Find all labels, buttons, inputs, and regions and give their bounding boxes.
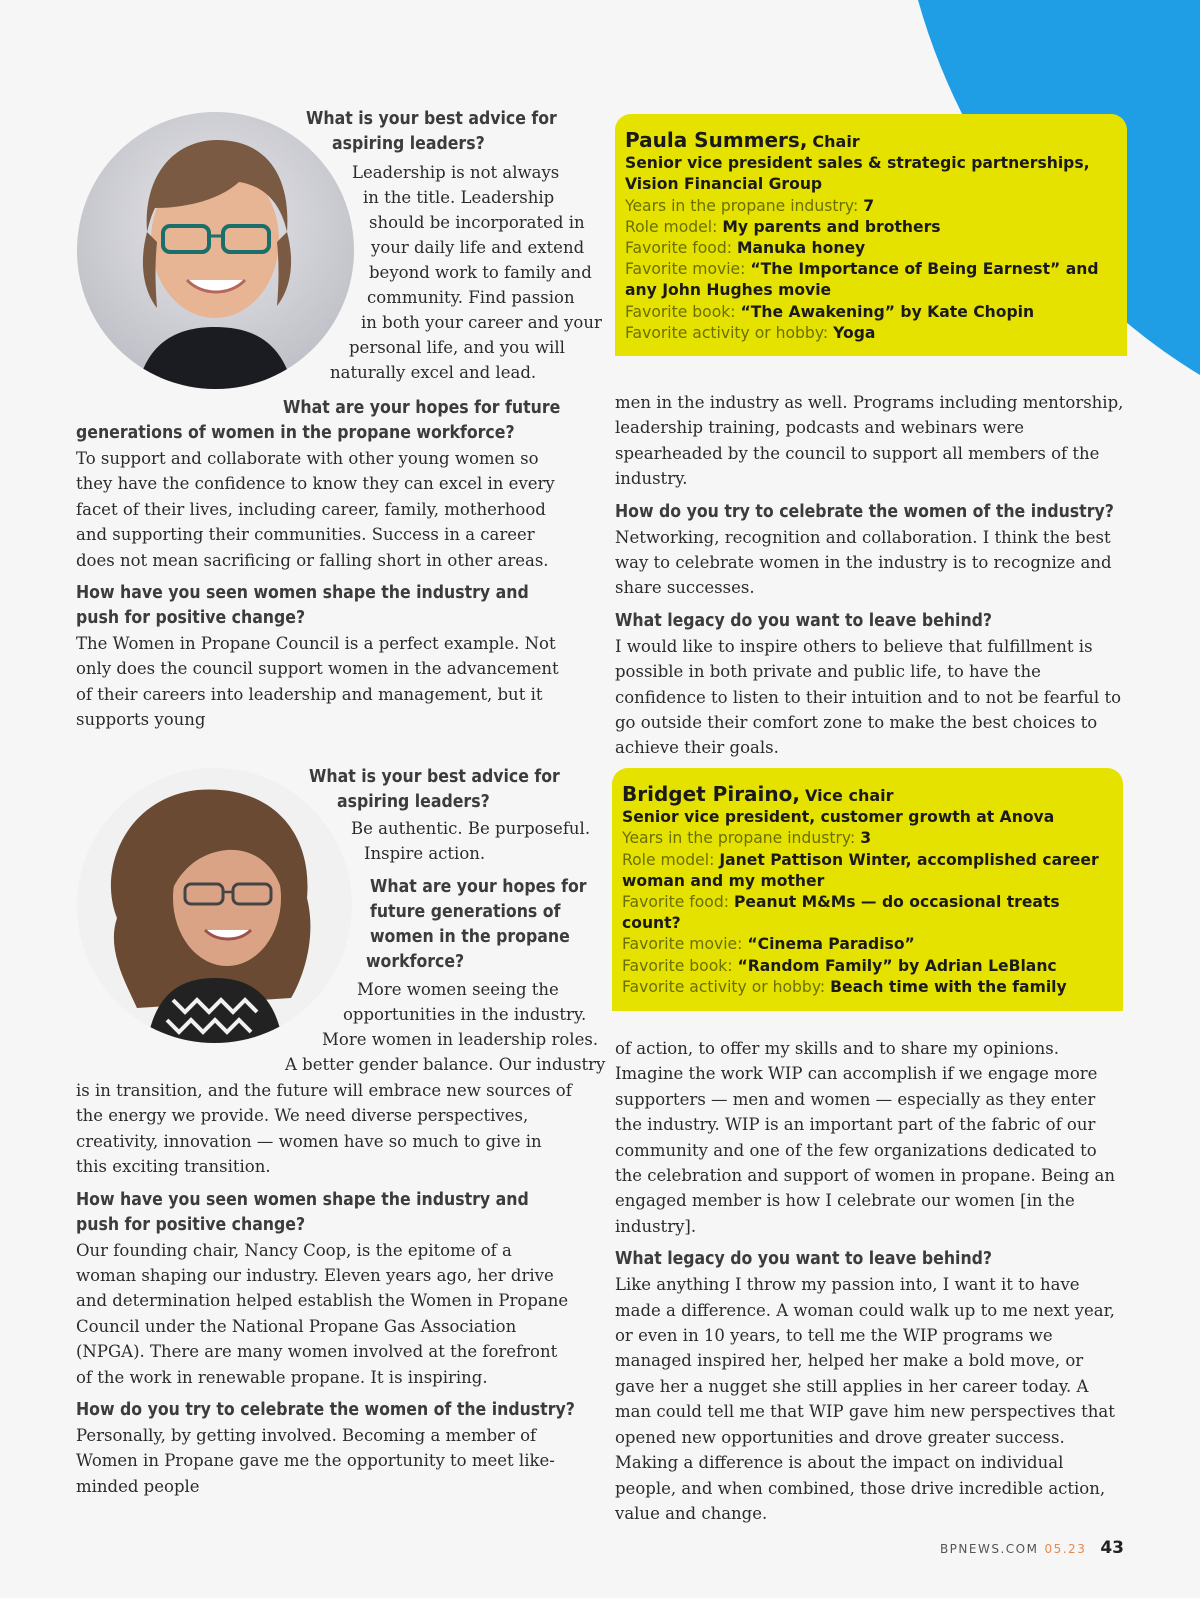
text-line: your daily life and extend <box>371 238 585 257</box>
fact-value: 3 <box>860 829 872 848</box>
p1-fact-food <box>625 238 1117 259</box>
p2-name: Bridget Piraino, <box>622 782 800 806</box>
p2-fact-years <box>622 828 1113 849</box>
p1-fact-book <box>625 302 1117 323</box>
p1-role: Chair <box>812 132 860 151</box>
p1-shape-answer-continued: men in the industry as well. Programs including mentorship, leadership training, podcasts and webinars were spearheaded by the council to support all members of the industry. <box>615 393 1124 489</box>
fact-value: “The Awakening” by Kate Chopin <box>740 302 1035 321</box>
p1-celebrate-question: How do you try to celebrate the women of the industry? <box>615 501 1114 522</box>
p2-legacy-answer: Like anything I throw my passion into, I want it to have made a difference. A woman could walk up to me next year, or even in 10 years, to tell me the WIP programs we managed inspired her, helped her make a bold move, or gave her a nugget she still applies in her career today. A man could tell me that WIP gave him new perspectives that opened new opportunities and drove greater success. Making a difference is about the impact on individual people, and when combined, those drive incredible action, value and change. <box>615 1275 1115 1523</box>
p1-legacy-answer: I would like to inspire others to believe that fulfillment is possible in both private and public life, to have the confidence to listen to their intuition and to not be fearful to go outside their comfort zone to make the best choices to achieve their goals. <box>615 636 1122 758</box>
p2-advice-question-line2: aspiring leaders? <box>337 792 490 812</box>
p2-job-title: Senior vice president, customer growth at Anova <box>622 808 1055 827</box>
text-line: What are your hopes for <box>370 877 587 897</box>
fact-label: Favorite movie: <box>625 260 746 279</box>
p1-fact-years <box>625 196 1117 217</box>
text-line: in both your career and your <box>361 313 602 332</box>
p1-hopes-answer: To support and collaborate with other young women so they have the confidence to know they can excel in every facet of their lives, including career, family, motherhood and supporting their communities. Success in a career does not mean sacrificing or falling short in other areas. <box>76 449 555 570</box>
p2-celebrate-answer: Personally, by getting involved. Becoming a member of Women in Propane gave me the opportunity to meet like-minded people <box>76 1426 555 1496</box>
p2-role: Vice chair <box>804 786 894 805</box>
p2-fact-role-model <box>622 850 1113 892</box>
fact-value: Peanut M&Ms — do occasional treats count? <box>622 893 1060 933</box>
fact-label: Favorite movie: <box>622 935 743 954</box>
p2-legacy-question: What legacy do you want to leave behind? <box>615 1249 993 1270</box>
text-line: community. Find passion <box>367 288 575 307</box>
p1-job-title: Senior vice president sales & strategic partnerships, Vision Financial Group <box>625 154 1090 194</box>
p2-shape-question: How have you seen women shape the industry and push for positive change? <box>76 1189 529 1235</box>
p2-hopes-answer-rest: is in transition, and the future will embrace new sources of the energy we provide. We need diverse perspectives, creativity, innovation — women have so much to give in this exciting transition. <box>76 1081 572 1177</box>
fact-value: “Random Family” by Adrian LeBlanc <box>737 956 1057 975</box>
footer-site: BPNEWS.COM <box>939 1542 1039 1556</box>
fact-value: My parents and brothers <box>722 217 941 236</box>
text-line: beyond work to family and <box>369 263 592 282</box>
page-number: 43 <box>1100 1538 1124 1558</box>
p2-fact-book <box>622 956 1113 977</box>
text-line: More women in leadership roles. <box>322 1030 599 1049</box>
text-line: naturally excel and lead. <box>330 363 537 382</box>
p1-shape-answer: The Women in Propane Council is a perfect example. Not only does the council support women in the advancement of their careers into leadership and management, but it supports young <box>76 634 559 730</box>
p2-left-column <box>76 1078 576 1499</box>
p1-fact-movie <box>625 259 1117 301</box>
p1-fact-role-model <box>625 217 1117 238</box>
p1-hopes-question-line2: generations of women in the propane workforce? <box>76 423 515 443</box>
p2-fact-food <box>622 892 1113 934</box>
fact-label: Favorite book: <box>625 302 736 321</box>
text-line: should be incorporated in <box>369 213 585 232</box>
fact-value: “Cinema Paradiso” <box>747 935 915 954</box>
p1-hopes-question-line1: What are your hopes for future <box>283 398 561 418</box>
fact-value: Manuka honey <box>736 239 866 258</box>
p1-right-column <box>615 390 1127 761</box>
text-line: Inspire action. <box>364 844 486 863</box>
fact-label: Role model: <box>622 850 715 869</box>
p2-right-column <box>615 1036 1127 1526</box>
p2-advice-question <box>309 765 569 815</box>
text-line: More women seeing the <box>357 980 559 999</box>
fact-label: Years in the propane industry: <box>622 829 856 848</box>
p1-advice-question-line1: What is your best advice for <box>306 109 557 129</box>
p2-celebrate-answer-continued: of action, to offer my skills and to share my opinions. Imagine the work WIP can accomplish if we engage more supporters — men and women — especially as they enter the industry. WIP is an important part of the fabric of our community and one of the few organizations dedicated to the celebration and support of women in propane. Being an engaged member is how I celebrate our women [in the industry]. <box>615 1039 1116 1236</box>
fact-label: Favorite food: <box>625 239 732 258</box>
fact-value: 7 <box>863 196 875 215</box>
text-line: personal life, and you will <box>349 338 565 357</box>
p2-fact-movie <box>622 934 1113 955</box>
fact-value: “The Importance of Being Earnest” and any John Hughes movie <box>625 260 1099 300</box>
text-line: women in the propane <box>370 927 570 947</box>
text-line: future generations of <box>370 902 561 922</box>
fact-label: Favorite book: <box>622 956 733 975</box>
fact-label: Role model: <box>625 217 718 236</box>
p2-celebrate-question: How do you try to celebrate the women of the industry? <box>76 1400 575 1421</box>
fact-value: Beach time with the family <box>830 977 1067 996</box>
p2-shape-answer: Our founding chair, Nancy Coop, is the epitome of a woman shaping our industry. Eleven years ago, her drive and determination helped establish the Women in Propane Council under the National Propane Gas Association (NPGA). There are many women involved at the forefront of the work in renewable propane. It is inspiring. <box>76 1240 569 1387</box>
text-line: in the title. Leadership <box>363 188 555 207</box>
p1-advice-question-line2: aspiring leaders? <box>332 134 485 154</box>
p2-fact-hobby <box>622 977 1113 998</box>
text-line: workforce? <box>366 952 465 972</box>
p1-left-column <box>76 396 576 733</box>
p2-profile-box <box>612 768 1123 1011</box>
fact-value: Janet Pattison Winter, accomplished career woman and my mother <box>622 850 1099 890</box>
fact-label: Favorite activity or hobby: <box>625 323 829 342</box>
footer-issue: 05.23 <box>1044 1542 1087 1556</box>
fact-label: Favorite activity or hobby: <box>622 977 826 996</box>
p2-advice-question-line1: What is your best advice for <box>309 767 560 787</box>
text-line: A better gender balance. Our industry <box>285 1055 606 1074</box>
fact-label: Years in the propane industry: <box>625 196 859 215</box>
p1-advice-question <box>306 107 566 157</box>
fact-label: Favorite food: <box>622 893 729 912</box>
p1-celebrate-answer: Networking, recognition and collaboration. I think the best way to celebrate women in the industry is to recognize and share successes. <box>615 527 1112 598</box>
p1-fact-hobby <box>625 323 1117 344</box>
text-line: opportunities in the industry. <box>343 1005 587 1024</box>
p1-name: Paula Summers, <box>625 128 808 152</box>
fact-value: Yoga <box>833 323 876 342</box>
text-line: Leadership is not always <box>352 163 560 182</box>
p1-profile-box <box>615 114 1127 356</box>
p1-legacy-question: What legacy do you want to leave behind? <box>615 610 993 631</box>
text-line: Be authentic. Be purposeful. <box>351 819 591 838</box>
page-footer <box>940 1538 1124 1558</box>
p1-shape-question: How have you seen women shape the industry and push for positive change? <box>76 583 529 629</box>
